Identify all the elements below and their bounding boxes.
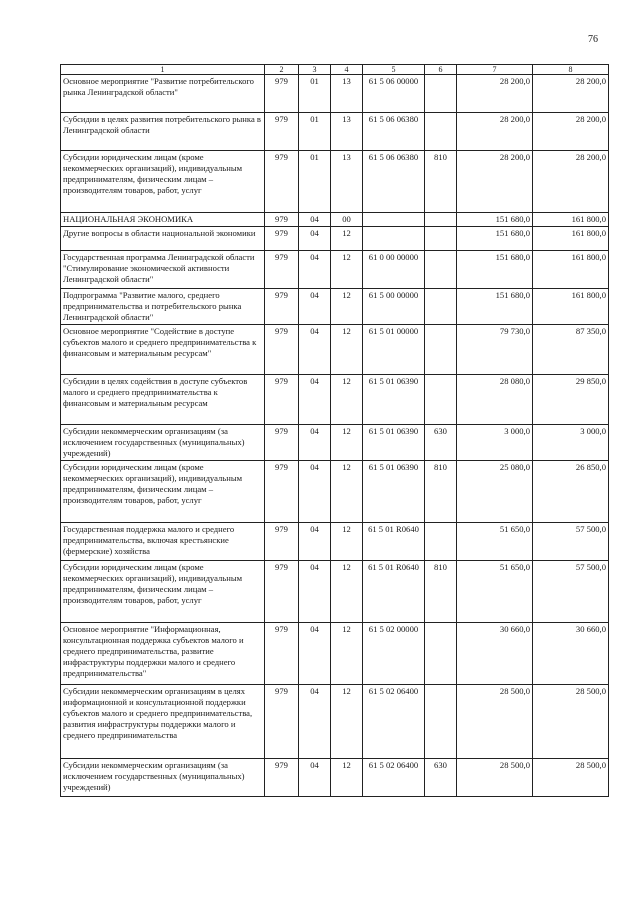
amount-year1-cell: 28 200,0 [457, 151, 533, 213]
amount-year2-cell: 28 200,0 [533, 113, 609, 151]
subsection-code-cell: 13 [331, 75, 363, 113]
target-article-cell: 61 5 01 R0640 [363, 561, 425, 623]
ministry-code-cell: 979 [265, 227, 299, 251]
amount-year2-cell: 29 850,0 [533, 375, 609, 425]
subsection-code-cell: 00 [331, 213, 363, 227]
amount-year1-cell: 28 080,0 [457, 375, 533, 425]
subsection-code-cell: 12 [331, 325, 363, 375]
target-article-cell: 61 5 01 R0640 [363, 523, 425, 561]
ministry-code-cell: 979 [265, 461, 299, 523]
table-row [61, 461, 609, 523]
row-name-cell: Субсидии юридическим лицам (кроме некоммерческих организаций), индивидуальным предпринимателям, физическим лицам – производителям товаров, работ, услуг [61, 151, 265, 213]
amount-year2-cell: 28 200,0 [533, 75, 609, 113]
row-name-cell: Субсидии в целях развития потребительского рынка в Ленинградской области [61, 113, 265, 151]
expense-type-cell [425, 75, 457, 113]
section-code-cell: 04 [299, 461, 331, 523]
amount-year2-cell: 57 500,0 [533, 561, 609, 623]
ministry-code-cell: 979 [265, 75, 299, 113]
amount-year2-cell: 26 850,0 [533, 461, 609, 523]
subsection-code-cell: 12 [331, 227, 363, 251]
subsection-code-cell: 12 [331, 425, 363, 461]
row-name-cell: Субсидии некоммерческим организациям в целях информационной и консультационной поддержки субъектов малого и среднего предпринимательства, развития инфраструктуры поддержки малого и среднего предпринимательства [61, 685, 265, 759]
expense-type-cell [425, 251, 457, 289]
page-number: 76 [588, 34, 598, 45]
amount-year1-cell: 51 650,0 [457, 561, 533, 623]
ministry-code-cell: 979 [265, 523, 299, 561]
ministry-code-cell: 979 [265, 561, 299, 623]
section-code-cell: 04 [299, 227, 331, 251]
amount-year2-cell: 161 800,0 [533, 289, 609, 325]
expense-type-cell [425, 375, 457, 425]
header-cell: 7 [457, 65, 533, 75]
table-row [61, 325, 609, 375]
table-row [61, 251, 609, 289]
expense-type-cell [425, 685, 457, 759]
target-article-cell: 61 5 01 06390 [363, 425, 425, 461]
table-row [61, 561, 609, 623]
subsection-code-cell: 12 [331, 523, 363, 561]
ministry-code-cell: 979 [265, 113, 299, 151]
budget-table [60, 64, 609, 797]
expense-type-cell [425, 523, 457, 561]
amount-year2-cell: 161 800,0 [533, 227, 609, 251]
amount-year2-cell: 57 500,0 [533, 523, 609, 561]
ministry-code-cell: 979 [265, 151, 299, 213]
amount-year2-cell: 28 200,0 [533, 151, 609, 213]
row-name-cell: Подпрограмма "Развитие малого, среднего предпринимательства и потребительского рынка Ленинградской области" [61, 289, 265, 325]
section-code-cell: 01 [299, 151, 331, 213]
table-row [61, 227, 609, 251]
amount-year1-cell: 151 680,0 [457, 289, 533, 325]
amount-year1-cell: 51 650,0 [457, 523, 533, 561]
row-name-cell: Основное мероприятие "Содействие в доступе субъектов малого и среднего предпринимательства к финансовым и материальным ресурсам" [61, 325, 265, 375]
row-name-cell: Основное мероприятие "Информационная, консультационная поддержка субъектов малого и среднего предпринимательства, развитие инфраструктуры поддержки малого и среднего предпринимательства" [61, 623, 265, 685]
amount-year2-cell: 30 660,0 [533, 623, 609, 685]
header-cell: 4 [331, 65, 363, 75]
row-name-cell: НАЦИОНАЛЬНАЯ ЭКОНОМИКА [61, 213, 265, 227]
amount-year1-cell: 25 080,0 [457, 461, 533, 523]
amount-year2-cell: 3 000,0 [533, 425, 609, 461]
section-code-cell: 04 [299, 375, 331, 425]
amount-year1-cell: 28 200,0 [457, 113, 533, 151]
expense-type-cell: 810 [425, 561, 457, 623]
section-code-cell: 04 [299, 425, 331, 461]
ministry-code-cell: 979 [265, 759, 299, 797]
table-row [61, 685, 609, 759]
row-name-cell: Субсидии некоммерческим организациям (за исключением государственных (муниципальных) учреждений) [61, 425, 265, 461]
target-article-cell: 61 5 00 00000 [363, 289, 425, 325]
section-code-cell: 04 [299, 523, 331, 561]
header-cell: 1 [61, 65, 265, 75]
expense-type-cell [425, 623, 457, 685]
subsection-code-cell: 12 [331, 289, 363, 325]
target-article-cell: 61 5 06 06380 [363, 151, 425, 213]
ministry-code-cell: 979 [265, 325, 299, 375]
subsection-code-cell: 12 [331, 561, 363, 623]
expense-type-cell [425, 325, 457, 375]
expense-type-cell [425, 113, 457, 151]
target-article-cell: 61 5 06 06380 [363, 113, 425, 151]
subsection-code-cell: 13 [331, 113, 363, 151]
amount-year1-cell: 28 500,0 [457, 685, 533, 759]
expense-type-cell: 810 [425, 151, 457, 213]
ministry-code-cell: 979 [265, 375, 299, 425]
expense-type-cell: 630 [425, 425, 457, 461]
table-row [61, 289, 609, 325]
section-code-cell: 04 [299, 561, 331, 623]
table-row [61, 113, 609, 151]
amount-year1-cell: 3 000,0 [457, 425, 533, 461]
table-row [61, 213, 609, 227]
amount-year1-cell: 28 200,0 [457, 75, 533, 113]
ministry-code-cell: 979 [265, 685, 299, 759]
subsection-code-cell: 12 [331, 623, 363, 685]
amount-year1-cell: 151 680,0 [457, 213, 533, 227]
row-name-cell: Другие вопросы в области национальной экономики [61, 227, 265, 251]
table-row [61, 375, 609, 425]
row-name-cell: Государственная программа Ленинградской области "Стимулирование экономической активности Ленинградской области" [61, 251, 265, 289]
amount-year1-cell: 151 680,0 [457, 227, 533, 251]
ministry-code-cell: 979 [265, 289, 299, 325]
ministry-code-cell: 979 [265, 425, 299, 461]
section-code-cell: 04 [299, 289, 331, 325]
header-cell: 8 [533, 65, 609, 75]
subsection-code-cell: 12 [331, 759, 363, 797]
subsection-code-cell: 12 [331, 375, 363, 425]
table-row [61, 523, 609, 561]
expense-type-cell: 810 [425, 461, 457, 523]
subsection-code-cell: 13 [331, 151, 363, 213]
table-row [61, 75, 609, 113]
row-name-cell: Субсидии некоммерческим организациям (за исключением государственных (муниципальных) учреждений) [61, 759, 265, 797]
table-row [61, 425, 609, 461]
header-cell: 3 [299, 65, 331, 75]
section-code-cell: 04 [299, 759, 331, 797]
expense-type-cell [425, 213, 457, 227]
target-article-cell: 61 0 00 00000 [363, 251, 425, 289]
ministry-code-cell: 979 [265, 623, 299, 685]
row-name-cell: Субсидии юридическим лицам (кроме некоммерческих организаций), индивидуальным предпринимателям, физическим лицам – производителям товаров, работ, услуг [61, 461, 265, 523]
header-row [61, 65, 609, 75]
target-article-cell: 61 5 01 06390 [363, 375, 425, 425]
header-cell: 5 [363, 65, 425, 75]
header-cell: 6 [425, 65, 457, 75]
ministry-code-cell: 979 [265, 213, 299, 227]
target-article-cell: 61 5 02 06400 [363, 759, 425, 797]
section-code-cell: 01 [299, 113, 331, 151]
header-cell: 2 [265, 65, 299, 75]
amount-year2-cell: 161 800,0 [533, 213, 609, 227]
amount-year2-cell: 28 500,0 [533, 685, 609, 759]
section-code-cell: 04 [299, 623, 331, 685]
amount-year1-cell: 151 680,0 [457, 251, 533, 289]
amount-year2-cell: 87 350,0 [533, 325, 609, 375]
table-row [61, 623, 609, 685]
section-code-cell: 01 [299, 75, 331, 113]
section-code-cell: 04 [299, 685, 331, 759]
row-name-cell: Государственная поддержка малого и среднего предпринимательства, включая крестьянские (фермерские) хозяйства [61, 523, 265, 561]
target-article-cell: 61 5 06 00000 [363, 75, 425, 113]
amount-year2-cell: 28 500,0 [533, 759, 609, 797]
target-article-cell: 61 5 02 00000 [363, 623, 425, 685]
amount-year2-cell: 161 800,0 [533, 251, 609, 289]
expense-type-cell [425, 227, 457, 251]
target-article-cell [363, 227, 425, 251]
section-code-cell: 04 [299, 251, 331, 289]
expense-type-cell: 630 [425, 759, 457, 797]
table-row [61, 759, 609, 797]
target-article-cell: 61 5 02 06400 [363, 685, 425, 759]
amount-year1-cell: 30 660,0 [457, 623, 533, 685]
row-name-cell: Основное мероприятие "Развитие потребительского рынка Ленинградской области" [61, 75, 265, 113]
row-name-cell: Субсидии юридическим лицам (кроме некоммерческих организаций), индивидуальным предпринимателям, физическим лицам – производителям товаров, работ, услуг [61, 561, 265, 623]
table-row [61, 151, 609, 213]
amount-year1-cell: 79 730,0 [457, 325, 533, 375]
ministry-code-cell: 979 [265, 251, 299, 289]
section-code-cell: 04 [299, 325, 331, 375]
expense-type-cell [425, 289, 457, 325]
target-article-cell: 61 5 01 06390 [363, 461, 425, 523]
subsection-code-cell: 12 [331, 685, 363, 759]
row-name-cell: Субсидии в целях содействия в доступе субъектов малого и среднего предпринимательства к финансовым и материальным ресурсам [61, 375, 265, 425]
subsection-code-cell: 12 [331, 251, 363, 289]
section-code-cell: 04 [299, 213, 331, 227]
amount-year1-cell: 28 500,0 [457, 759, 533, 797]
target-article-cell: 61 5 01 00000 [363, 325, 425, 375]
target-article-cell [363, 213, 425, 227]
subsection-code-cell: 12 [331, 461, 363, 523]
